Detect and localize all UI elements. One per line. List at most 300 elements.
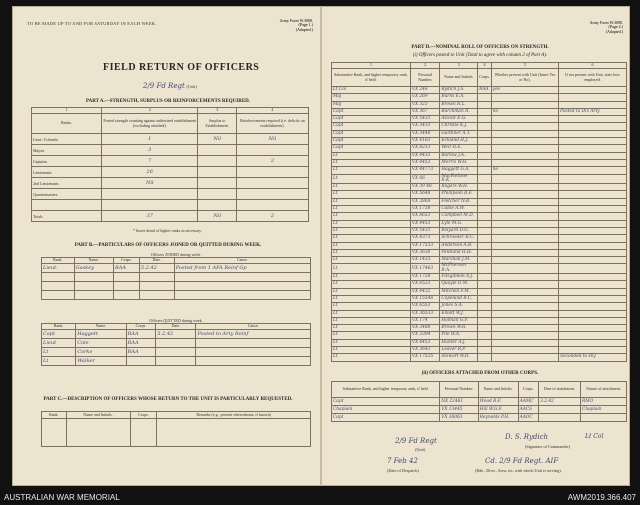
num-cell: VX 3643 [410, 346, 439, 353]
date-cell: 3.2.42 [539, 398, 581, 406]
attached-header: Substantive Rank, and higher temporary rank, if held. [332, 382, 440, 398]
remark-cell: Seconded to HQ [559, 354, 627, 361]
name-cell: Leaver R.P. [440, 346, 478, 353]
form-number [253, 19, 313, 32]
roll-row [332, 108, 627, 115]
name-cell: McPherson R.A. [440, 264, 478, 274]
rank-cell: 2nd Lieutenants [32, 178, 102, 189]
date-cell [156, 347, 196, 356]
rank-cell: Lieutenants [32, 167, 102, 178]
num-cell: VX 17533 [410, 242, 439, 249]
cause-cell [196, 347, 311, 356]
nature-cell: RMO [581, 398, 627, 406]
num-cell: VX 1728 [410, 274, 439, 281]
attached-header-row [332, 382, 627, 398]
rank-cell: Capt [332, 414, 440, 422]
roll-row [332, 227, 627, 234]
roll-row [332, 174, 627, 184]
command-label: (Bde., Divn., Area, etc. with which Unit is serving). [475, 468, 562, 473]
rank-cell: Lt [332, 332, 411, 339]
posted-cell: 26 [102, 167, 198, 178]
rank-cell: Lt [332, 288, 411, 295]
col-number: 2 [410, 63, 439, 69]
remark-cell [559, 206, 627, 213]
remark-cell [559, 303, 627, 310]
surplus-cell [198, 200, 236, 211]
corps-cell [478, 310, 492, 317]
part-a-header-row [32, 114, 309, 134]
name-cell: Bolyard D.G. [440, 227, 478, 234]
quitted-table [41, 319, 311, 366]
num-cell: VX 39 48 [410, 184, 439, 191]
nature-cell [581, 414, 627, 422]
corps-cell: RAA [478, 87, 492, 94]
yn-cell [491, 295, 558, 302]
unit-label: (Unit) [186, 84, 197, 89]
remark-cell [559, 159, 627, 166]
part-b-header: Rank. [42, 324, 76, 329]
col-number: 3 [440, 63, 478, 69]
corps-cell [478, 191, 492, 198]
remark-cell: Posted to Div Arty [559, 108, 627, 115]
yn-cell [491, 227, 558, 234]
name-cell: Christie K.J. [440, 123, 478, 130]
attached-title: (ii) OFFICERS ATTACHED FROM OTHER CORPS. [421, 371, 539, 376]
corps-cell [478, 227, 492, 234]
roll-row [332, 317, 627, 324]
yn-cell [491, 303, 558, 310]
part-b-row [42, 356, 311, 365]
yn-cell [491, 310, 558, 317]
rank-cell: Maj [332, 101, 411, 108]
roll-row [332, 130, 627, 137]
attached-row [332, 414, 627, 422]
part-b-header: Name. [74, 258, 113, 263]
rank-hand: Lt Col [585, 433, 604, 440]
num-cell: VX 3433 [410, 123, 439, 130]
yn-cell [491, 130, 558, 137]
part-a-row [32, 134, 309, 145]
roll-row [332, 249, 627, 256]
yn-cell [491, 101, 558, 108]
rank-cell [32, 200, 102, 211]
num-cell: VX 44773 [410, 167, 439, 174]
remark-cell [559, 123, 627, 130]
part-c-cell [130, 419, 157, 447]
name-cell: Gardiner A.T. [440, 130, 478, 137]
date-cell: 5.2.42 [139, 263, 174, 272]
num-cell: VX 4183 [410, 138, 439, 145]
corps-cell [478, 206, 492, 213]
num-cell: VX 5433 [410, 227, 439, 234]
corps-cell [478, 108, 492, 115]
name-cell: Phillipson R.F. [440, 191, 478, 198]
num-cell: VX 3868 [410, 198, 439, 205]
remark-cell [559, 288, 627, 295]
yn-cell [491, 138, 558, 145]
empty-cell [174, 281, 310, 290]
attached-row [332, 406, 627, 414]
corps-cell: RAA [114, 263, 140, 272]
joined-table [41, 253, 311, 300]
name-cell: Wood R.F. [478, 398, 518, 406]
corps-cell [478, 281, 492, 288]
num-cell: VX 367 [410, 108, 439, 115]
date-label: (Date of Despatch) [387, 468, 419, 473]
name-cell: Lyle M.G. [440, 220, 478, 227]
rank-cell: Lt [332, 198, 411, 205]
rank-cell: Captains [32, 156, 102, 167]
num-cell: VX 323 [410, 101, 439, 108]
roll-row [332, 288, 627, 295]
remark-cell [559, 274, 627, 281]
part-b-row [42, 329, 311, 338]
part-a-header: Ranks. [32, 114, 102, 134]
attached-table [331, 381, 627, 422]
part-c-cell [157, 419, 311, 447]
quitted-title: Officers QUITTED during week. [149, 318, 203, 323]
name-cell: Gaskey [74, 263, 113, 272]
attached-header: Corps. [518, 382, 539, 398]
name-cell: Fletcher N.B. [440, 198, 478, 205]
corps-cell: AAOC [518, 414, 539, 422]
rank-cell: Maj [332, 94, 411, 101]
attached-header: Nature of attachment. [581, 382, 627, 398]
remark-cell [559, 317, 627, 324]
num-cell: VX 36533 [410, 310, 439, 317]
empty-cell [114, 290, 140, 299]
yn-cell [491, 281, 558, 288]
posted-cell [102, 200, 198, 211]
num-cell: VX 5648 [410, 191, 439, 198]
part-b-row [42, 338, 311, 347]
remark-cell [559, 332, 627, 339]
num-cell: VX 1738 [410, 206, 439, 213]
part-b-header: Date. [156, 324, 196, 329]
col-number: 4 [478, 63, 492, 69]
nominal-roll-table [331, 62, 627, 362]
name-cell: MacFarlane R.K. [440, 174, 478, 184]
part-c-cell [42, 419, 67, 447]
col-number: 1 [32, 108, 102, 114]
part-c-title: PART C.—DESCRIPTION OF OFFICERS WHOSE RETURN TO THE UNIT IS PARTICULARLY REQUESTED. [43, 397, 293, 402]
date-cell [539, 414, 581, 422]
roll-row [332, 101, 627, 108]
cause-cell [196, 338, 311, 347]
name-cell: Holman G.P. [440, 317, 478, 324]
rank-cell: Lt [332, 220, 411, 227]
rank-cell: Lt [332, 325, 411, 332]
rank-cell: Lt [332, 213, 411, 220]
corps-cell [478, 242, 492, 249]
corps-cell [478, 354, 492, 361]
num-cell: VX 269 [410, 94, 439, 101]
rank-cell: Capt [332, 145, 411, 152]
rank-cell: Lt [332, 242, 411, 249]
remark-cell [559, 101, 627, 108]
date-cell [156, 356, 196, 365]
footer-left: AUSTRALIAN WAR MEMORIAL [4, 493, 120, 502]
name-cell: Fitzgibbon A.J. [440, 274, 478, 281]
empty-cell [139, 281, 174, 290]
corps-cell [478, 332, 492, 339]
part-a-row [32, 189, 309, 200]
num-cell: VX 3636 [410, 249, 439, 256]
yn-cell [491, 242, 558, 249]
remark-cell [559, 242, 627, 249]
name-cell: Mitchell F.M. [440, 288, 478, 295]
name-cell: Elliott W.J. [440, 310, 478, 317]
corps-cell [478, 325, 492, 332]
empty-cell [42, 272, 75, 281]
name-cell: Cole [76, 338, 126, 347]
reinf-cell: 2 [236, 211, 308, 222]
corps-cell [478, 145, 492, 152]
unit-line [143, 82, 197, 90]
name-cell: Morris W.H. [440, 159, 478, 166]
form-no-text: Army Form W.3008. [279, 18, 313, 23]
roll-row [332, 220, 627, 227]
roll-row [332, 264, 627, 274]
part-b-empty-row [42, 290, 311, 299]
name-cell: Schroeder R.C. [440, 235, 478, 242]
empty-cell [139, 272, 174, 281]
rank-cell: Lt [332, 235, 411, 242]
part-c-table [41, 411, 311, 447]
date-cell [156, 338, 196, 347]
yn-cell: yes [491, 87, 558, 94]
empty-cell [114, 272, 140, 281]
part-b-title: PART B.—PARTICULARS OF OFFICERS JOINED OR QUITTED DURING WEEK. [74, 243, 262, 248]
remark-cell [559, 145, 627, 152]
name-cell: Hill W.G.F. [478, 406, 518, 414]
roll-row [332, 339, 627, 346]
corps-cell: RAA [126, 338, 156, 347]
reinf-cell [236, 200, 308, 211]
posted-cell: 7 [102, 156, 198, 167]
posted-cell: 3 [102, 145, 198, 156]
part-a-header: Posted strength counting against authorized establishment (excluding attached). [102, 114, 198, 134]
roll-row [332, 242, 627, 249]
rank-cell: Lieut [42, 338, 76, 347]
roll-row [332, 325, 627, 332]
remark-cell [559, 257, 627, 264]
form-page-text: (Page 2.) [608, 24, 623, 30]
name-cell: Hunter A.J. [440, 339, 478, 346]
col-number: 4 [236, 108, 308, 114]
num-cell: VX 38063 [440, 414, 479, 422]
form-adapted-text: (Adapted.) [605, 28, 623, 34]
remark-cell [559, 235, 627, 242]
yn-cell [491, 257, 558, 264]
name-cell: Eckland H.J. [440, 138, 478, 145]
empty-cell [139, 290, 174, 299]
rank-cell: Capt [332, 108, 411, 115]
yn-cell [491, 159, 558, 166]
corps-cell [478, 295, 492, 302]
name-cell: Haggett [76, 329, 126, 338]
corps-cell: AACS [518, 406, 539, 414]
attached-header: Name and Initials. [478, 382, 518, 398]
form-adapted-text: (Adapted.) [295, 26, 313, 32]
name-cell: Pentland H.H. [440, 249, 478, 256]
empty-cell [74, 290, 113, 299]
part-c-header-row [42, 412, 311, 419]
part-b-empty-row [42, 272, 311, 281]
name-cell: Stewart W.R. [440, 354, 478, 361]
surplus-cell [198, 145, 236, 156]
remark-cell [559, 191, 627, 198]
rank-cell: Lt [332, 227, 411, 234]
remark-cell [559, 152, 627, 159]
attached-row [332, 398, 627, 406]
col-number: 1 [332, 63, 411, 69]
remark-cell [559, 325, 627, 332]
empty-cell [174, 290, 310, 299]
rank-cell: Lt [332, 184, 411, 191]
rank-cell: Lt [332, 174, 411, 184]
num-cell: VX 1433 [410, 257, 439, 264]
name-cell: Haggett G.A. [440, 167, 478, 174]
roll-header: Name and Initials. [440, 69, 478, 87]
rank-cell: Capt [42, 329, 76, 338]
name-cell: Anderson A.B. [440, 242, 478, 249]
roll-row [332, 94, 627, 101]
corps-cell [478, 264, 492, 274]
roll-row [332, 184, 627, 191]
remark-cell [559, 138, 627, 145]
roll-header: If not present with Unit, state how employed. [559, 69, 627, 87]
unit-hand-2: 2/9 Fd Regt [395, 437, 437, 445]
corps-cell [478, 101, 492, 108]
rank-cell: Lt [332, 274, 411, 281]
date-hand: 7 Feb 42 [387, 457, 418, 465]
part-c-header: Remarks (e.g., present whereabouts, if known) [157, 412, 311, 419]
form-number-2 [561, 21, 623, 34]
empty-cell [74, 281, 113, 290]
part-b-header: Rank. [42, 258, 75, 263]
rank-cell: Lt [332, 295, 411, 302]
remark-cell [559, 130, 627, 137]
date-cell: 5.2.42 [156, 329, 196, 338]
posted-cell: Nil [102, 178, 198, 189]
rank-cell: Lieut.-Colonels [32, 134, 102, 145]
rank-cell: Lt [332, 191, 411, 198]
rank-cell: Lt [42, 356, 76, 365]
reinf-cell: Nil [236, 134, 308, 145]
remark-cell [559, 94, 627, 101]
yn-cell: no [491, 167, 558, 174]
name-cell: Jones S.A. [440, 303, 478, 310]
rank-cell: Lt [332, 264, 411, 274]
signature-label: (Signature of Commander) [525, 444, 571, 449]
yn-cell: no [491, 108, 558, 115]
col-number: 5 [491, 63, 558, 69]
name-cell: Walker [76, 356, 126, 365]
posted-cell: 1 [102, 134, 198, 145]
empty-cell [42, 290, 75, 299]
name-cell: Marshall J.M. [440, 257, 478, 264]
yn-cell [491, 288, 558, 295]
unit-label-2: (Unit) [415, 447, 426, 452]
num-cell: VX 4453 [410, 339, 439, 346]
signature: D. S. Rydich [505, 433, 549, 441]
remark-cell [559, 220, 627, 227]
roll-row [332, 213, 627, 220]
roll-header: Whether present with Unit (Insert Yes or No). [491, 69, 558, 87]
name-cell: Weir R.E. [440, 145, 478, 152]
num-cell: VX 5433 [410, 116, 439, 123]
num-cell: VX 66 [410, 174, 439, 184]
reinf-cell [236, 167, 308, 178]
remark-cell [559, 167, 627, 174]
date-cell [539, 406, 581, 414]
name-cell: Barlow J.A. [440, 152, 478, 159]
yn-cell [491, 235, 558, 242]
footer-right: AWM2019.366.407 [567, 493, 636, 502]
reinf-cell [236, 178, 308, 189]
rank-cell: Capt [332, 116, 411, 123]
roll-row [332, 235, 627, 242]
num-cell: VX 3448 [410, 130, 439, 137]
yn-cell [491, 145, 558, 152]
part-a-header: Surplus to Establishment. [198, 114, 236, 134]
cause-cell: Posted to Arty Reinf [196, 329, 311, 338]
rank-cell: Lt [332, 354, 411, 361]
num-cell: VX 3394 [410, 332, 439, 339]
name-cell: Alcock E.G. [440, 116, 478, 123]
roll-header: Substantive Rank, and higher temporary rank, if held. [332, 69, 411, 87]
remark-cell [559, 87, 627, 94]
rank-cell: Totals [32, 211, 102, 222]
roll-row [332, 346, 627, 353]
roll-row [332, 206, 627, 213]
rank-cell: Lt [332, 152, 411, 159]
rank-cell: Lieut. [42, 263, 75, 272]
part-b-header: Corps. [126, 324, 156, 329]
remark-cell [559, 310, 627, 317]
part-b-row [42, 347, 311, 356]
page-2 [325, 7, 631, 485]
remark-cell [559, 339, 627, 346]
corps-cell [478, 235, 492, 242]
name-cell: Rogers W.H. [440, 184, 478, 191]
corps-cell [478, 198, 492, 205]
reinf-cell: 2 [236, 156, 308, 167]
empty-cell [42, 281, 75, 290]
joined-title: Officers JOINED during week. [151, 252, 201, 257]
name-cell: Pile W.A. [440, 332, 478, 339]
posted-cell: 37 [102, 211, 198, 222]
yn-cell [491, 220, 558, 227]
yn-cell [491, 346, 558, 353]
name-cell: Rydich J.S. [440, 87, 478, 94]
rank-cell: Lt [332, 159, 411, 166]
roll-row [332, 159, 627, 166]
yn-cell [491, 206, 558, 213]
yn-cell [491, 152, 558, 159]
col-number: 2 [102, 108, 198, 114]
num-cell: VX 4432 [410, 288, 439, 295]
num-cell: NX 22461 [440, 398, 479, 406]
name-cell: Campbell M.D. [440, 213, 478, 220]
surplus-cell [198, 178, 236, 189]
num-cell: VX 4433 [410, 152, 439, 159]
corps-cell [478, 174, 492, 184]
yn-cell [491, 332, 558, 339]
roll-row [332, 138, 627, 145]
rank-cell: Lt [332, 310, 411, 317]
